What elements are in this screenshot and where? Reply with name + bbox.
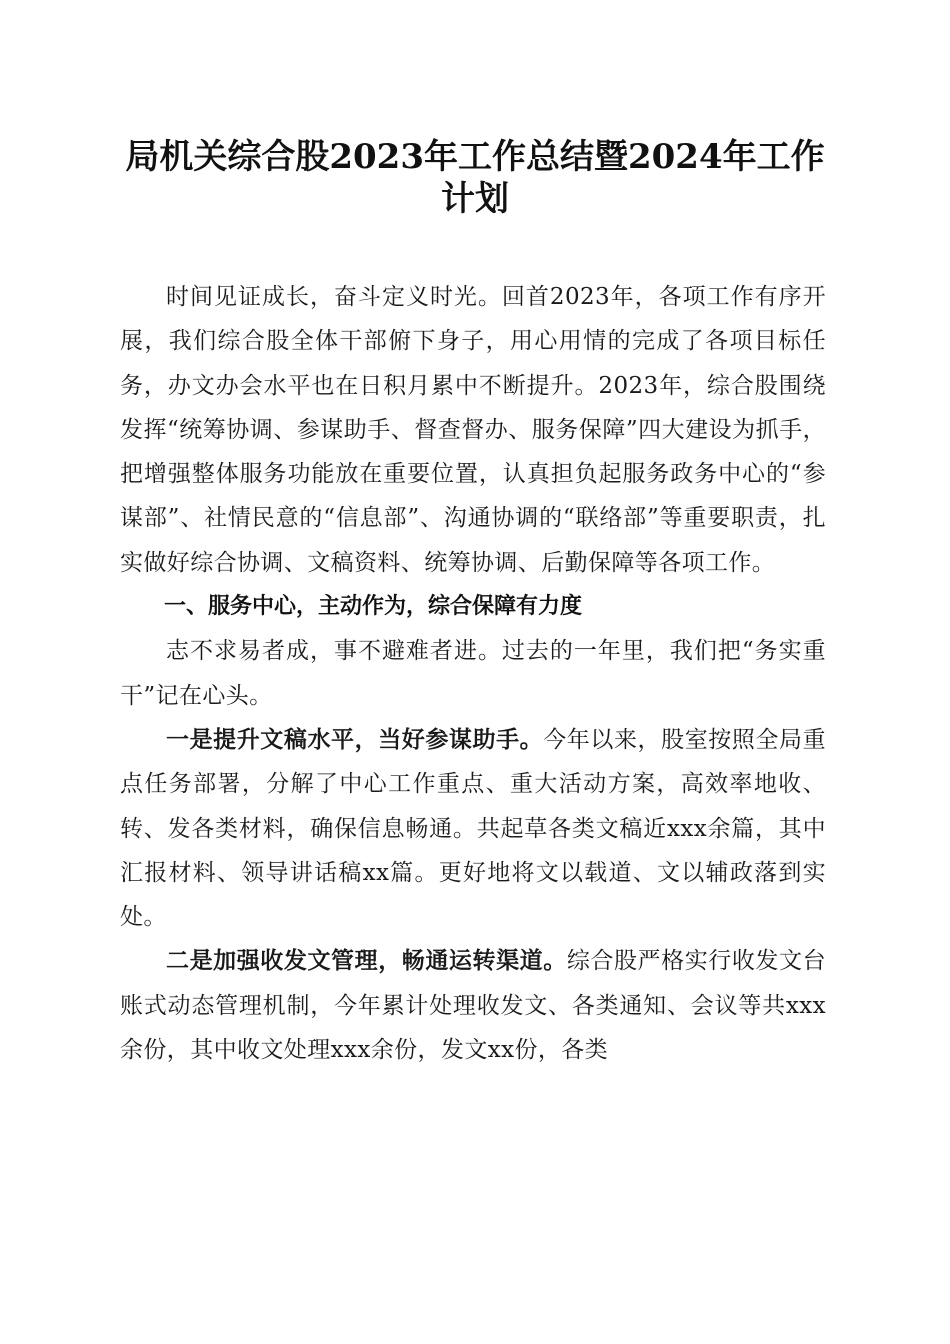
item-2-body: 综合股严格实行收发文台账式动态管理机制，今年累计处理收发文、各类通知、会议等共xxx余份，其中收文处理xxx余份，发文xx份，各类 bbox=[120, 948, 826, 1064]
item-2-paragraph bbox=[120, 939, 826, 1072]
item-2-lead: 二是加强收发文管理，畅通运转渠道。 bbox=[166, 947, 567, 975]
section-1-heading: 一、服务中心，主动作为，综合保障有力度 bbox=[164, 594, 583, 620]
document-body bbox=[120, 275, 826, 1072]
title-line-1: 局机关综合股2023年工作总结暨2024年工作 bbox=[125, 137, 825, 177]
title-line-2: 计划 bbox=[441, 179, 509, 219]
document-title bbox=[110, 136, 840, 220]
item-1-body: 今年以来，股室按照全局重点任务部署，分解了中心工作重点、重大活动方案，高效率地收、转、发各类材料，确保信息畅通。共起草各类文稿近xxx余篇，其中汇报材料、领导讲话稿xx篇。更好地将文以载道、文以辅政落到实处。 bbox=[120, 726, 826, 931]
section-1-paragraph: 志不求易者成，事不避难者进。过去的一年里，我们把“务实重干”记在心头。 bbox=[120, 638, 826, 709]
item-1-lead: 一是提升文稿水平，当好参谋助手。 bbox=[166, 725, 544, 753]
intro-paragraph: 时间见证成长，奋斗定义时光。回首2023年，各项工作有序开展，我们综合股全体干部俯下身子，用心用情的完成了各项目标任务，办文办会水平也在日积月累中不断提升。2023年，综合股围绕发挥“统筹协调、参谋助手、督查督办、服务保障”四大建设为抓手，把增强整体服务功能放在重要位置，认真担负起服务政务中心的“参谋部”、社情民意的“信息部”、沟通协调的“联络部”等重要职责，扎实做好综合协调、文稿资料、统筹协调、后勤保障等各项工作。 bbox=[120, 284, 826, 576]
item-1-paragraph bbox=[120, 718, 826, 939]
